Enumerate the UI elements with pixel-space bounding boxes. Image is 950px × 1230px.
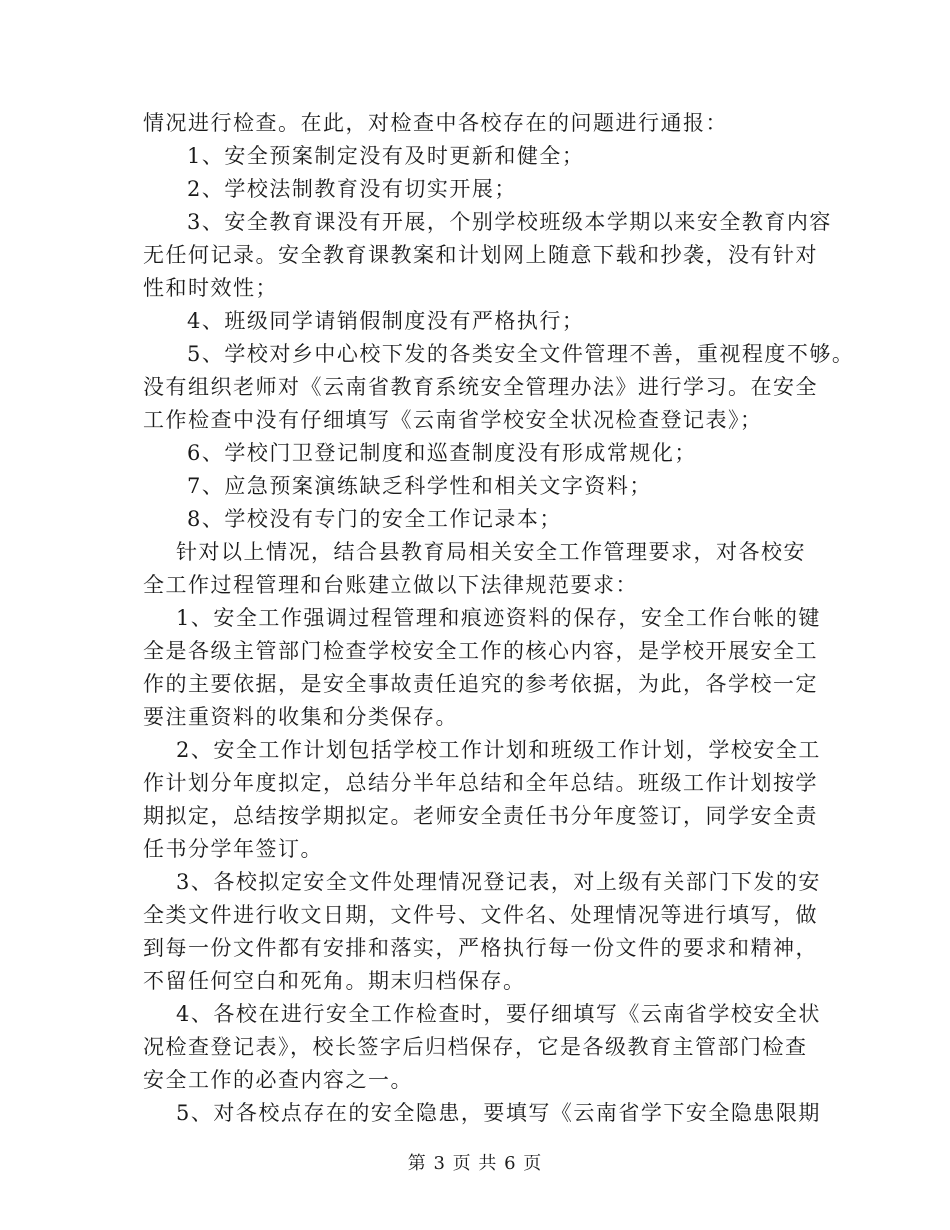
body-text-line: 期拟定，总结按学期拟定。老师安全责任书分年度签订，同学安全责 [143, 804, 818, 828]
body-text-line: 2、安全工作计划包括学校工作计划和班级工作计划，学校安全工 [176, 738, 821, 762]
body-text-line: 8、学校没有专门的安全工作记录本； [187, 507, 562, 531]
body-text-line: 3、各校拟定安全文件处理情况登记表，对上级有关部门下发的安 [176, 870, 821, 894]
body-text-line: 6、学校门卫登记制度和巡查制度没有形成常规化； [187, 441, 697, 465]
body-text-line: 要注重资料的收集和分类保存。 [143, 705, 458, 729]
body-text-line: 工作检查中没有仔细填写《云南省学校安全状况检查登记表》； [143, 408, 763, 432]
body-text-line: 4、班级同学请销假制度没有严格执行； [187, 309, 585, 333]
body-text-line: 5、对各校点存在的安全隐患，要填写《云南省学下安全隐患限期 [176, 1101, 821, 1125]
body-text-line: 到每一份文件都有安排和落实，严格执行每一份文件的要求和精神， [143, 936, 818, 960]
body-text-line: 作计划分年度拟定，总结分半年总结和全年总结。班级工作计划按学 [143, 771, 818, 795]
body-text-line: 4、各校在进行安全工作检查时，要仔细填写《云南省学校安全状 [176, 1002, 821, 1026]
body-text-line: 1、安全工作强调过程管理和痕迹资料的保存，安全工作台帐的键 [176, 606, 821, 630]
body-text-line: 无任何记录。安全教育课教案和计划网上随意下载和抄袭，没有针对 [143, 243, 818, 267]
body-text-line: 作的主要依据，是安全事故责任追究的参考依据，为此，各学校一定 [143, 672, 818, 696]
body-text-line: 3、安全教育课没有开展，个别学校班级本学期以来安全教育内容 [187, 210, 832, 234]
body-text-line: 1、安全预案制定没有及时更新和健全； [187, 144, 585, 168]
page-number-footer: 第 3 页 共 6 页 [407, 1153, 543, 1174]
body-text-line: 7、应急预案演练缺乏科学性和相关文字资料； [187, 474, 652, 498]
body-text-line: 针对以上情况，结合县教育局相关安全工作管理要求，对各校安 [176, 540, 806, 564]
body-text-line: 情况进行检查。在此，对检查中各校存在的问题进行通报： [143, 111, 728, 135]
body-text-line: 全是各级主管部门检查学校安全工作的核心内容，是学校开展安全工 [143, 639, 818, 663]
body-text-line: 性和时效性； [143, 276, 278, 300]
body-text-line: 2、学校法制教育没有切实开展； [187, 177, 517, 201]
body-text-line: 任书分学年签订。 [143, 837, 323, 861]
body-text-line: 安全工作的必查内容之一。 [143, 1068, 413, 1092]
body-text-line: 全类文件进行收文日期，文件号、文件名、处理情况等进行填写，做 [143, 903, 818, 927]
body-text-line: 没有组织老师对《云南省教育系统安全管理办法》进行学习。在安全 [143, 375, 818, 399]
body-text-line: 况检查登记表》，校长签字后归档保存，它是各级教育主管部门检查 [143, 1035, 808, 1059]
body-text-line: 5、学校对乡中心校下发的各类安全文件管理不善，重视程度不够。 [187, 342, 855, 366]
body-text-line: 不留任何空白和死角。期末归档保存。 [143, 969, 526, 993]
body-text-line: 全工作过程管理和台账建立做以下法律规范要求： [143, 573, 638, 597]
